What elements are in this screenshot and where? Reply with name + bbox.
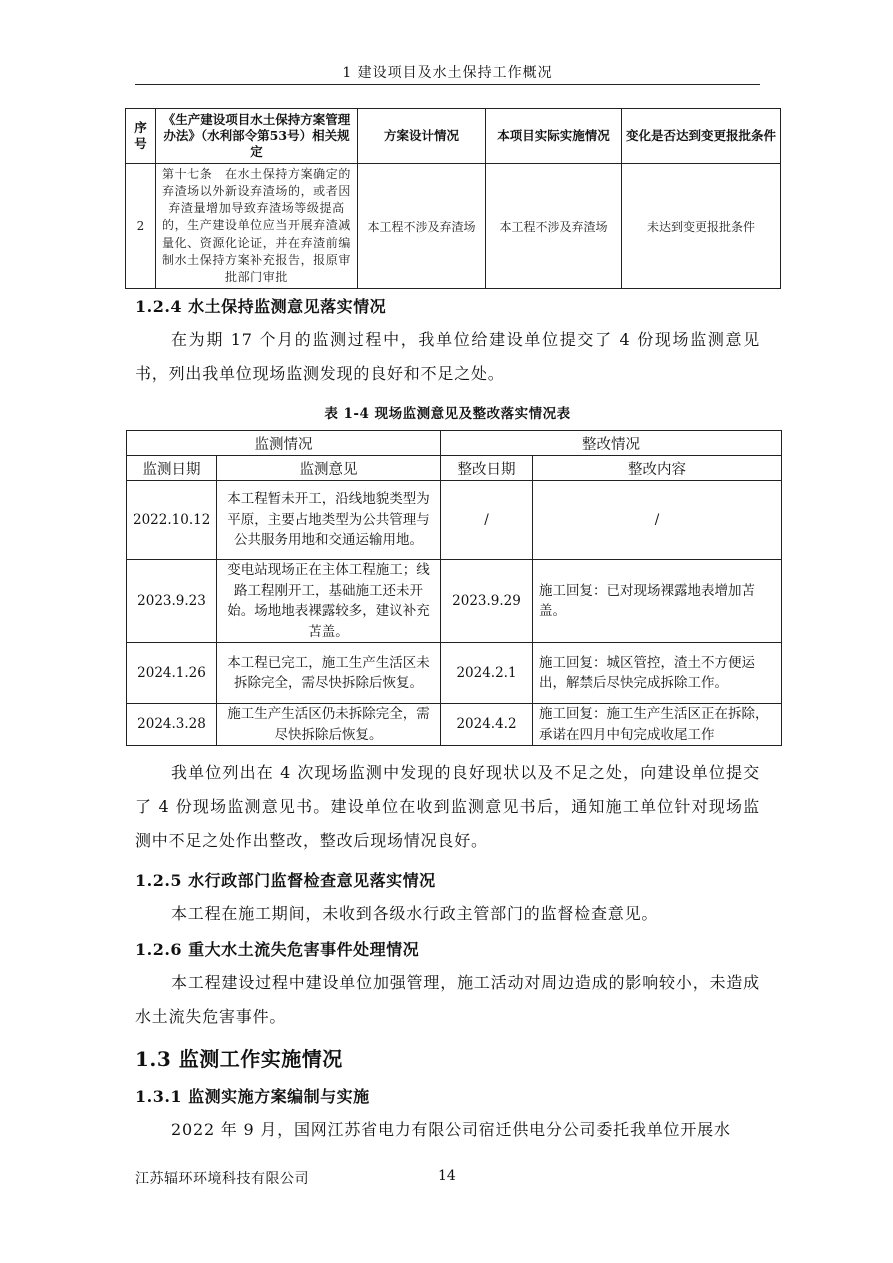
cell-fix-date: 2023.9.29 (441, 560, 533, 643)
th-fix-content: 整改内容 (533, 456, 782, 481)
section-heading-1-3: 1.3 监测工作实施情况 (135, 1047, 343, 1071)
group-header-rectification: 整改情况 (441, 431, 782, 456)
footer-company: 江苏辐环环境科技有限公司 (135, 1171, 309, 1187)
cell-monitor-date: 2024.3.28 (127, 704, 217, 746)
cell-actual: 本工程不涉及弃渣场 (486, 164, 622, 289)
th-fix-date: 整改日期 (441, 456, 533, 481)
table-row (127, 704, 782, 746)
cell-monitor-opinion: 施工生产生活区仍未拆除完全，需尽快拆除后恢复。 (217, 704, 441, 746)
cell-monitor-date: 2023.9.23 (127, 560, 217, 643)
header-rule (135, 84, 760, 85)
section-heading-1-2-6: 1.2.6 重大水土流失危害事件处理情况 (135, 940, 420, 959)
cell-change: 未达到变更报批条件 (622, 164, 781, 289)
table-row (127, 643, 782, 704)
section-heading-1-2-4: 1.2.4 水土保持监测意见落实情况 (135, 297, 387, 316)
cell-fix-date: 2024.2.1 (441, 643, 533, 704)
section-heading-1-3-1: 1.3.1 监测实施方案编制与实施 (135, 1087, 370, 1106)
group-header-monitoring: 监测情况 (127, 431, 441, 456)
th-design: 方案设计情况 (358, 109, 486, 164)
table-caption: 表 1-4 现场监测意见及整改落实情况表 (324, 406, 571, 422)
th-rule: 《生产建设项目水土保持方案管理办法》（水利部令第53号）相关规定 (156, 109, 358, 164)
page-header: 1 建设项目及水土保持工作概况 (342, 65, 553, 81)
paragraph-after-table: 我单位列出在 4 次现场监测中发现的良好现状以及不足之处，向建设单位提交了 4 份现场监测意见书。建设单位在收到监测意见书后，通知施工单位针对现场监测中不足之处作出整改，整改后现场情况良好。 (135, 763, 760, 850)
cell-design: 本工程不涉及弃渣场 (358, 164, 486, 289)
th-change: 变化是否达到变更报批条件 (622, 109, 781, 164)
page-number: 14 (438, 1168, 456, 1184)
section-heading-1-2-5: 1.2.5 水行政部门监督检查意见落实情况 (135, 871, 436, 890)
cell-fix-date: / (441, 481, 533, 560)
cell-fix-date: 2024.4.2 (441, 704, 533, 746)
cell-monitor-opinion: 本工程已完工，施工生产生活区未拆除完全，需尽快拆除后恢复。 (217, 643, 441, 704)
cell-monitor-date: 2024.1.26 (127, 643, 217, 704)
cell-fix-content: 施工回复：已对现场裸露地表增加苫盖。 (533, 560, 782, 643)
table-row (127, 560, 782, 643)
cell-fix-content: 施工回复：施工生产生活区正在拆除，承诺在四月中旬完成收尾工作 (533, 704, 782, 746)
table-row (127, 481, 782, 560)
th-monitor-date: 监测日期 (127, 456, 217, 481)
th-actual: 本项目实际实施情况 (486, 109, 622, 164)
cell-fix-content: 施工回复：城区管控，渣土不方便运出，解禁后尽快完成拆除工作。 (533, 643, 782, 704)
cell-rule: 第十七条 在水土保持方案确定的弃渣场以外新设弃渣场的，或者因弃渣量增加导致弃渣场等级提高的，生产建设单位应当开展弃渣减量化、资源化论证，并在弃渣前编制水土保持方案补充报告，报原审批部门审批 (156, 164, 358, 289)
paragraph-1-3-1: 2022 年 9 月，国网江苏省电力有限公司宿迁供电分公司委托我单位开展水 (171, 1120, 731, 1139)
monitoring-table (126, 430, 782, 746)
paragraph-1-2-4: 在为期 17 个月的监测过程中，我单位给建设单位提交了 4 份现场监测意见书，列出我单位现场监测发现的良好和不足之处。 (135, 330, 760, 383)
table-row (126, 164, 781, 289)
cell-monitor-date: 2022.10.12 (127, 481, 217, 560)
paragraph-1-2-5: 本工程在施工期间，未收到各级水行政主管部门的监督检查意见。 (171, 904, 659, 923)
cell-monitor-opinion: 变电站现场正在主体工程施工；线路工程刚开工，基础施工还未开始。场地地表裸露较多，建议补充苫盖。 (217, 560, 441, 643)
th-monitor-opinion: 监测意见 (217, 456, 441, 481)
cell-monitor-opinion: 本工程暂未开工，沿线地貌类型为平原，主要占地类型为公共管理与公共服务用地和交通运输用地。 (217, 481, 441, 560)
cell-fix-content: / (533, 481, 782, 560)
th-no: 序号 (126, 109, 156, 164)
paragraph-1-2-6: 本工程建设过程中建设单位加强管理，施工活动对周边造成的影响较小，未造成水土流失危害事件。 (135, 973, 760, 1026)
regulation-table (125, 108, 781, 289)
cell-no: 2 (126, 164, 156, 289)
